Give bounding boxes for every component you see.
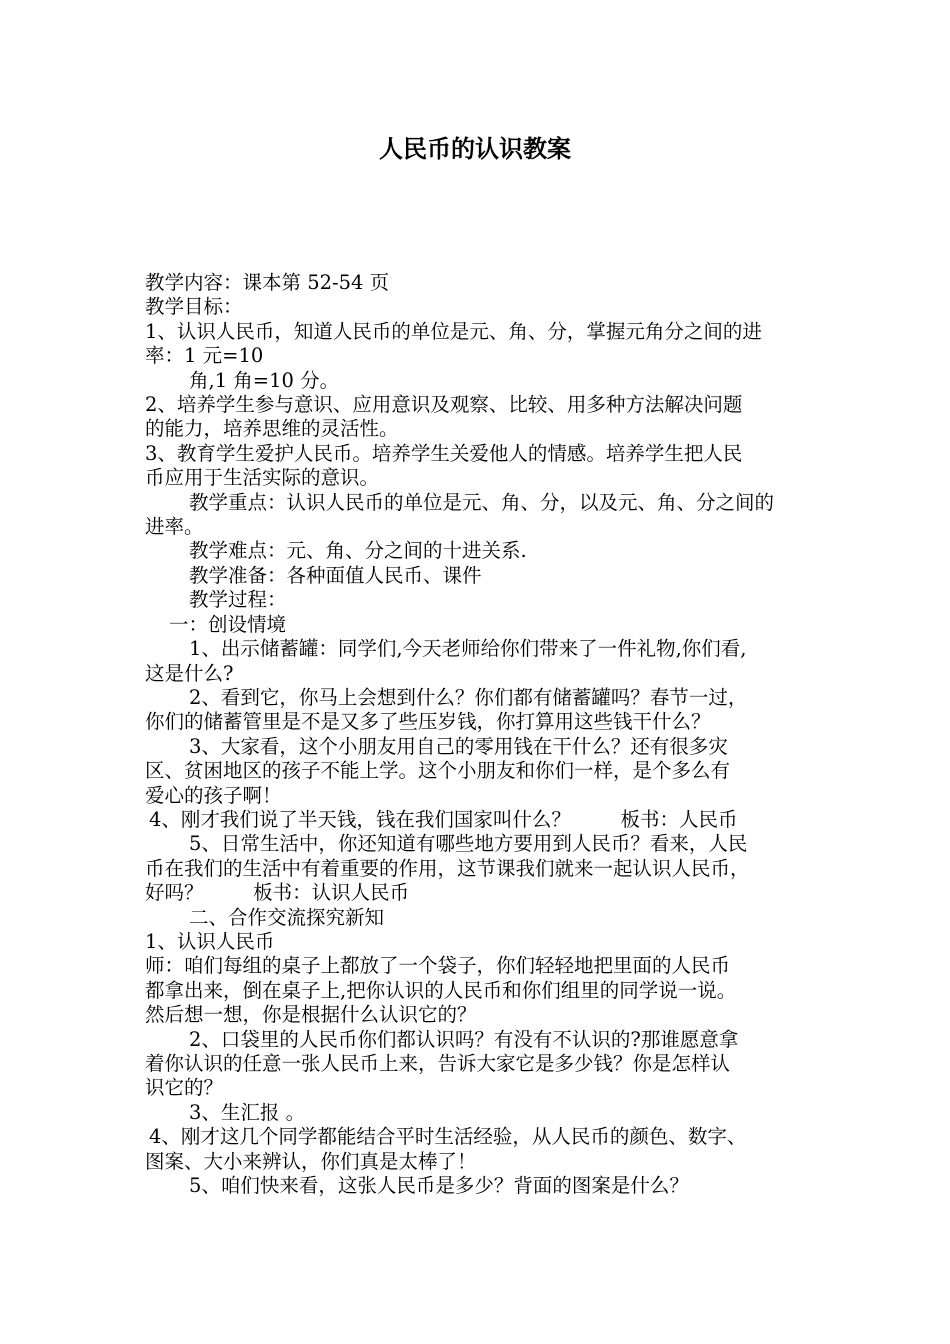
text-line: 币应用于生活实际的意识。 [145,466,380,490]
text-line: 3、教育学生爱护人民币。培养学生关爱他人的情感。培养学生把人民 [145,441,743,465]
text-line: 1、认识人民币，知道人民币的单位是元、角、分，掌握元角分之间的进 [145,319,762,343]
text-line: 教学内容：课本第 52-54 页 [145,271,390,294]
text-line: 1、认识人民币 [145,929,275,953]
text-line: 教学过程： [189,588,287,612]
text-line: 2、口袋里的人民币你们都认识吗？有没有不认识的?那谁愿意拿 [189,1027,739,1051]
text-line: 然后想一想，你是根据什么认识它的？ [145,1003,477,1027]
text-line: 这是什么? [145,661,234,685]
text-line: 教学难点：元、角、分之间的十进关系. [189,539,527,563]
text-line: 角,1 角=10 分。 [189,368,340,392]
text-line: 师：咱们每组的桌子上都放了一个袋子，你们轻轻地把里面的人民币 [145,954,731,978]
text-line: 3、生汇报 。 [189,1100,306,1124]
text-line: 币在我们的生活中有着重要的作用，这节课我们就来一起认识人民币， [145,856,750,880]
text-line: 图案、大小来辨认，你们真是太棒了！ [145,1149,477,1173]
text-line: 的能力，培养思维的灵活性。 [145,417,399,441]
text-line: 二、合作交流探究新知 [189,905,385,929]
text-line: 率：1 元=10 [145,344,264,368]
text-line: 着你认识的任意一张人民币上来，告诉大家它是多少钱？你是怎样认 [145,1052,731,1075]
text-line: 教学重点：认识人民币的单位是元、角、分，以及元、角、分之间的 [189,490,775,514]
document-body [145,271,810,1198]
document-title: 人民币的认识教案 [379,134,571,163]
text-line: 你们的储蓄管里是不是又多了些压岁钱，你打算用这些钱干什么？ [145,710,711,734]
text-line: 进率。 [145,515,204,539]
text-line: 爱心的孩子啊！ [145,783,282,807]
text-line: 教学准备：各种面值人民币、课件 [189,563,482,587]
text-line: 识它的？ [145,1076,224,1100]
text-line: 5、日常生活中，你还知道有哪些地方要用到人民币？看来，人民 [189,832,748,856]
text-line: 区、贫困地区的孩子不能上学。这个小朋友和你们一样，是个多么有 [145,759,731,783]
text-line: 4、刚才我们说了半天钱，钱在我们国家叫什么？ 板书：人民币 [149,807,738,831]
text-line: 一：创设情境 [169,612,287,636]
text-line: 4、刚才这几个同学都能结合平时生活经验，从人民币的颜色、数字、 [149,1125,747,1149]
text-line: 2、看到它，你马上会想到什么？你们都有储蓄罐吗？春节一过， [189,685,748,709]
text-line: 都拿出来，倒在桌子上,把你认识的人民币和你们组里的同学说一说。 [145,978,737,1002]
text-line: 1、出示储蓄罐：同学们,今天老师给你们带来了一件礼物,你们看, [189,637,747,661]
text-line: 3、大家看，这个小朋友用自己的零用钱在干什么？还有很多灾 [189,734,728,758]
text-line: 2、培养学生参与意识、应用意识及观察、比较、用多种方法解决问题 [145,393,743,417]
text-line: 好吗？ 板书：认识人民币 [145,881,410,905]
text-line: 5、咱们快来看，这张人民币是多少？背面的图案是什么？ [189,1174,689,1198]
text-line: 教学目标： [145,295,243,319]
